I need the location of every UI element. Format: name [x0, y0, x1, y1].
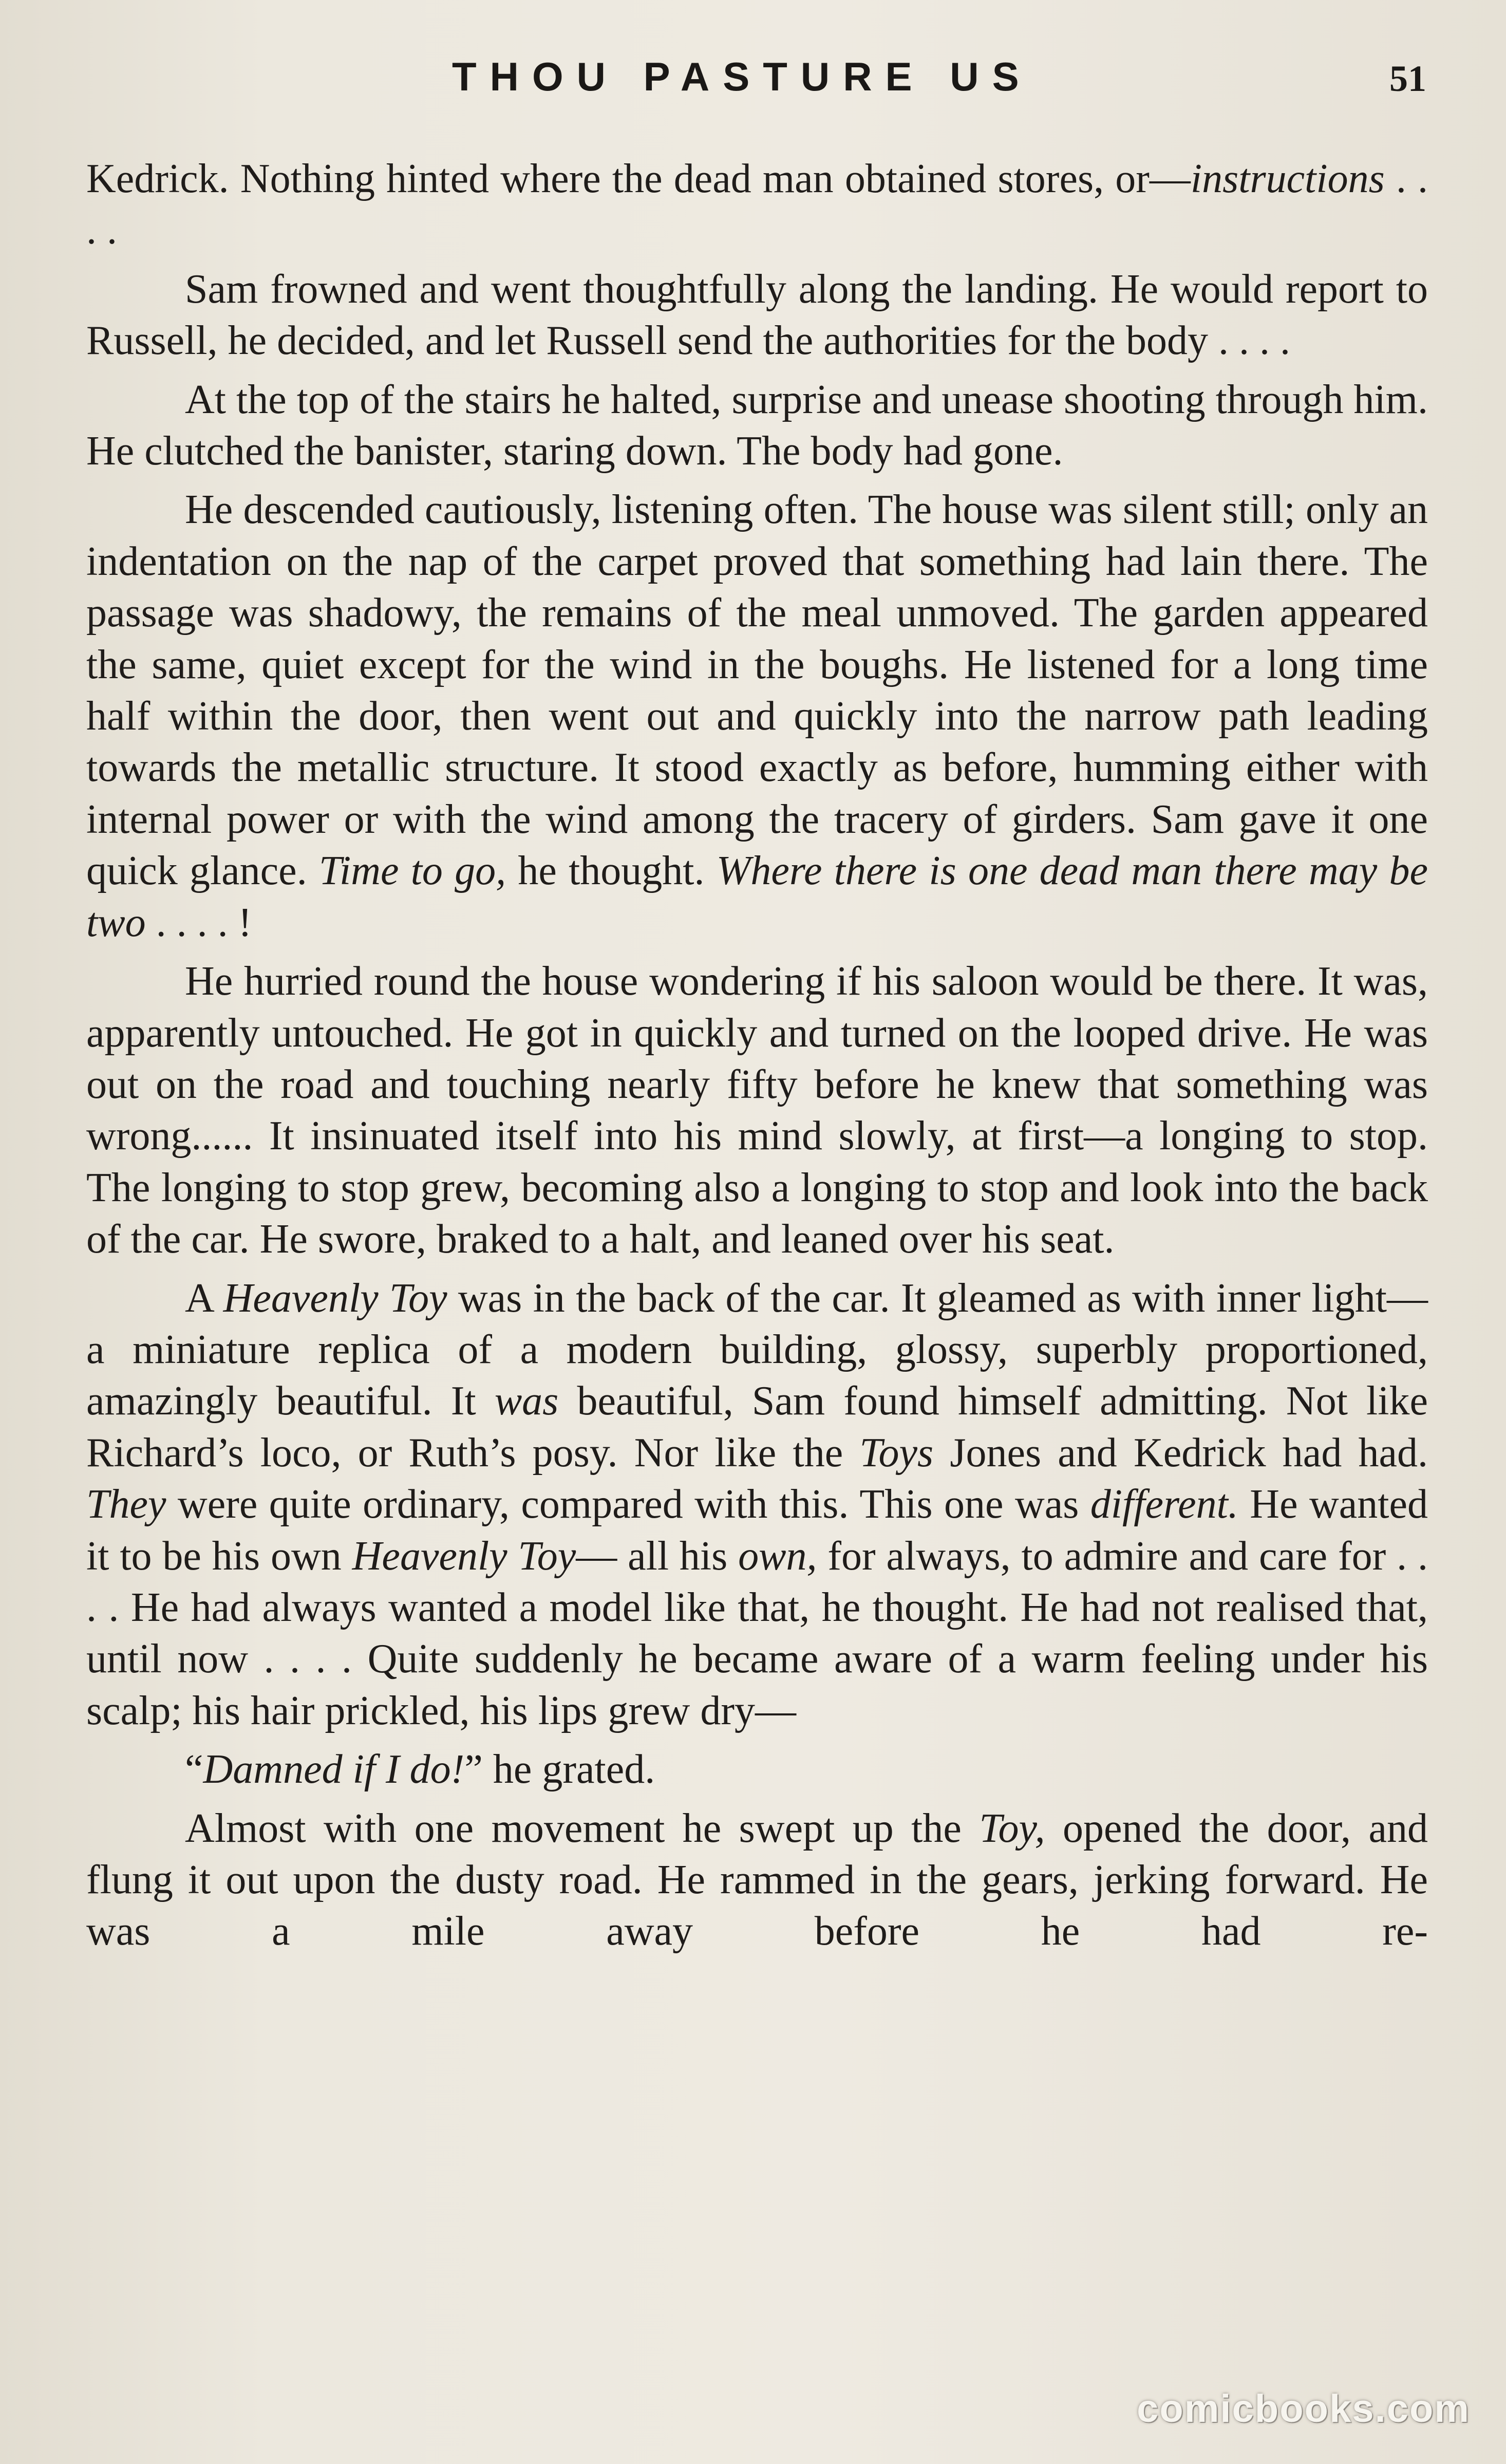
italic-text: Time to go,: [318, 848, 506, 894]
italic-text: instructions: [1190, 156, 1385, 201]
text-run: He wanted it to be his own: [86, 1482, 1428, 1579]
running-head: [0, 53, 1506, 115]
paragraph: [86, 1744, 1428, 1795]
text-run: Sam frowned and went thoughtfully along the landing. He would report to Russell, he decided, and let Russell send the authorities for the body . . . .: [86, 266, 1428, 364]
paragraph: [86, 1273, 1428, 1737]
text-run: “: [185, 1747, 203, 1793]
body-text: [86, 153, 1428, 1957]
italic-text: Where there is one dead man there may be two: [86, 848, 1428, 945]
watermark: comicbooks.com: [1137, 2387, 1470, 2431]
paragraph: [86, 1803, 1428, 1957]
text-run: ” he grated.: [464, 1747, 655, 1793]
page-number: 51: [1389, 58, 1426, 99]
paragraph: [86, 374, 1428, 477]
text-run: Almost with one movement he swept up the: [185, 1805, 980, 1851]
text-run: He descended cautiously, listening often. The house was silent still; only an indentation on the nap of the carpet proved that something had lain there. The passage was shadowy, the remains of the meal unmoved. The garden appeared the same, quiet except for the wind in the boughs. He listened for a long time half within the door, then went out and quickly into the narrow path leading towards the metallic structure. It stood exactly as before, humming either with internal power or with the wind among the tracery of girders. Sam gave it one quick glance.: [86, 487, 1428, 894]
italic-text: was: [494, 1378, 559, 1424]
italic-text: Heavenly Toy: [223, 1275, 447, 1321]
paragraph: [86, 956, 1428, 1265]
text-run: were quite ordinary, compared with this. This one was: [166, 1482, 1090, 1527]
paragraph: [86, 484, 1428, 948]
italic-text: different.: [1090, 1482, 1238, 1527]
text-run: . . . .: [86, 156, 1428, 253]
italic-text: They: [86, 1482, 166, 1527]
running-head-title: THOU PASTURE US: [452, 54, 1032, 99]
italic-text: Toys: [859, 1430, 934, 1476]
text-run: . . . . !: [145, 900, 252, 945]
italic-text: Damned if I do!: [203, 1747, 465, 1793]
text-run: was in the back of the car. It gleamed as with inner light—a miniature replica of a modern building, glossy, superbly proportioned, amazingly beautiful. It: [86, 1275, 1428, 1424]
text-run: Jones and Kedrick had had.: [933, 1430, 1428, 1476]
text-run: beautiful, Sam found himself admitting. Not like Richard’s loco, or Ruth’s posy. Nor like the: [86, 1378, 1428, 1476]
text-run: he thought.: [506, 848, 717, 894]
text-run: A: [185, 1275, 223, 1321]
italic-text: Heavenly Toy: [352, 1533, 576, 1579]
italic-text: Toy,: [979, 1805, 1045, 1851]
text-run: for always, to admire and care for . . . . He had always wanted a model like that, he thought. He had not realised that, until now . . . . Quite suddenly he became aware of a warm feeling under his scalp; his hair prickled, his lips grew dry—: [86, 1533, 1428, 1733]
paragraph: [86, 153, 1428, 256]
paragraph: [86, 264, 1428, 367]
text-run: — all his: [576, 1533, 739, 1579]
text-run: opened the door, and flung it out upon the dusty road. He rammed in the gears, jerking forward. He was a mile away before he had re-: [86, 1805, 1428, 1954]
text-run: Kedrick. Nothing hinted where the dead man obtained stores, or—: [86, 156, 1191, 201]
italic-text: own,: [738, 1533, 817, 1579]
text-run: He hurried round the house wondering if his saloon would be there. It was, apparently untouched. He got in quickly and turned on the looped drive. He was out on the road and touching nearly fifty before he knew that something was wrong...... It insinuated itself into his mind slowly, at first—a longing to stop. The longing to stop grew, becoming also a longing to stop and look into the back of the car. He swore, braked to a halt, and leaned over his seat.: [86, 959, 1428, 1262]
text-run: At the top of the stairs he halted, surprise and unease shooting through him. He clutched the banister, staring down. The body had gone.: [86, 377, 1428, 474]
